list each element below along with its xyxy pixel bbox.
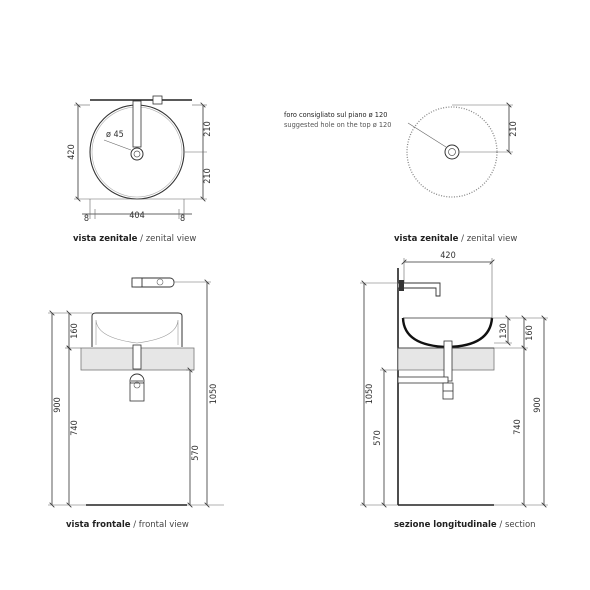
overall-dim: 1050	[209, 383, 219, 405]
tap-spout-section	[398, 283, 440, 296]
caption-section: sezione longitudinale / section	[394, 520, 536, 530]
note-english: suggested hole on the top ø 120	[284, 121, 392, 129]
width-dim: 404	[129, 211, 145, 221]
note-italian: foro consigliato sul piano ø 120	[284, 111, 388, 119]
counter-dim: 740	[70, 420, 80, 436]
height-dim: 420	[67, 144, 77, 160]
drain-section	[444, 341, 452, 381]
frontal-view	[48, 278, 224, 530]
basin-bowl	[92, 313, 182, 347]
counter-dim-section: 740	[513, 419, 523, 435]
section-view	[360, 251, 548, 530]
width-dim-section: 420	[440, 251, 456, 261]
drain-hole	[131, 148, 143, 160]
inner-dim-section: 130	[499, 323, 509, 339]
caption-frontal: vista frontale / frontal view	[66, 520, 189, 530]
caption-zenital-left: vista zenitale / zenital view	[73, 234, 197, 244]
total-dim-section: 900	[533, 397, 543, 413]
spout	[133, 101, 141, 147]
zenital-view-left	[67, 96, 213, 244]
zenital-view-right	[284, 105, 519, 244]
tap-dim-section: 570	[373, 430, 383, 446]
lower-dim: 210	[203, 168, 213, 184]
overall-dim-section: 1050	[365, 383, 375, 405]
caption-zenital-right: vista zenitale / zenital view	[394, 234, 518, 244]
upper-dim: 210	[203, 121, 213, 137]
drain-pipe	[133, 345, 141, 369]
left-gap-dim: 8	[83, 214, 89, 224]
waste-pipe	[398, 377, 448, 383]
tap-block	[153, 96, 162, 104]
bowl-dim: 160	[70, 323, 80, 339]
bowl-dim-section: 160	[525, 325, 535, 341]
right-gap-dim: 8	[180, 214, 186, 224]
drain-hole-right	[445, 145, 459, 159]
total-dim: 900	[53, 397, 63, 413]
tap-dim: 570	[191, 445, 201, 461]
upper-dim-right: 210	[509, 121, 519, 137]
hole-dim: ø 45	[106, 130, 124, 140]
